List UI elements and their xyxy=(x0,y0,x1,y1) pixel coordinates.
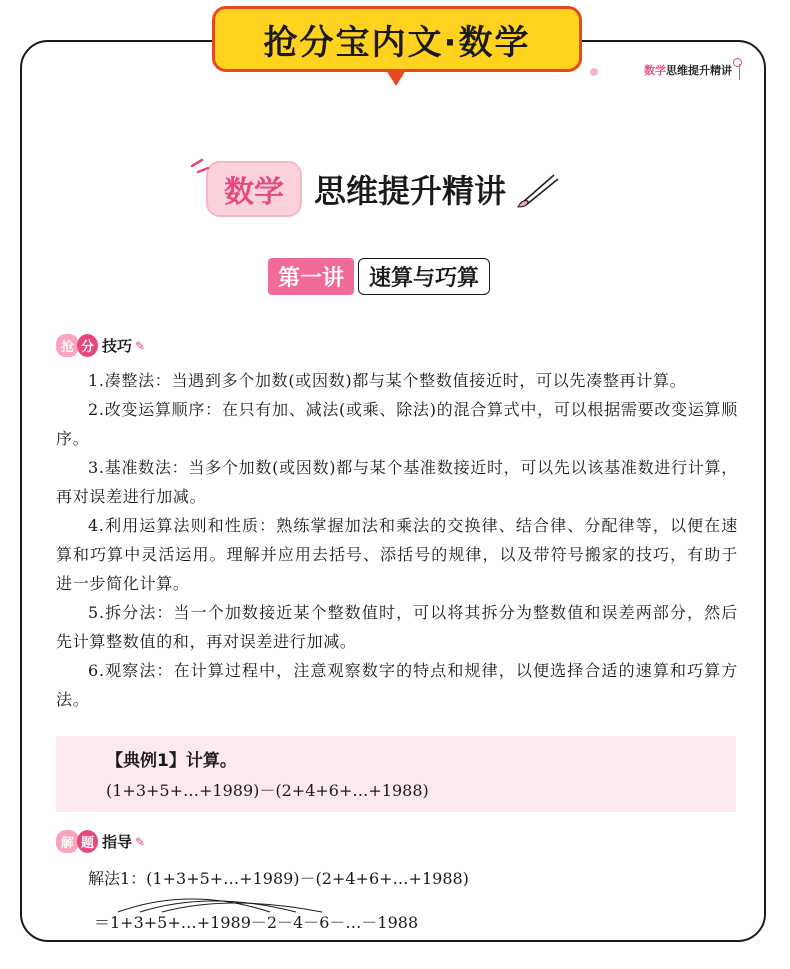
solution-line-1: 解法1：(1+3+5+…+1989)－(2+4+6+…+1988) xyxy=(88,869,469,888)
quill-icon: ✎ xyxy=(135,834,146,849)
lecture-number: 第一讲 xyxy=(268,258,354,295)
quill-icon: ✎ xyxy=(135,338,146,353)
header-tab xyxy=(212,6,582,72)
tips-tag-char1: 抢 xyxy=(56,334,79,357)
tips-body xyxy=(56,366,738,714)
corner-pin-line xyxy=(739,64,741,80)
tip-item: 3.基准数法：当多个加数(或因数)都与某个基准数接近时，可以先以该基准数进行计算，再对误差进行加减。 xyxy=(56,458,738,506)
corner-flower-icon xyxy=(590,68,598,76)
corner-label-pink: 数学 xyxy=(644,64,666,77)
tip-item: 6.观察法：在计算过程中，注意观察数字的特点和规律，以便选择合适的速算和巧算方法。 xyxy=(56,661,738,709)
section-title-text: 思维提升精讲 xyxy=(314,172,507,210)
guide-tag-word: 指导 xyxy=(102,833,133,851)
tips-tag-char2: 分 xyxy=(77,334,98,357)
tips-tag xyxy=(56,334,145,357)
guide-tag-char2: 题 xyxy=(77,830,98,853)
header-title: 抢分宝内文·数学 xyxy=(263,22,531,63)
header-pointer xyxy=(386,70,406,86)
lecture-heading xyxy=(268,258,490,295)
section-badge: 数学 xyxy=(206,161,302,217)
example-title: 【典例1】计算。 xyxy=(106,751,237,771)
solution-line-2: ＝1+3+5+…+1989－2－4－6－…－1988 xyxy=(94,913,419,932)
brush-icon xyxy=(514,169,562,209)
sparkle-icon xyxy=(188,152,214,174)
tip-item: 5.拆分法：当一个加数接近某个整数值时，可以将其拆分为整数值和误差两部分，然后先计算整数值的和，再对误差进行加减。 xyxy=(56,603,738,651)
section-title xyxy=(206,160,562,218)
lecture-name: 速算与巧算 xyxy=(358,258,490,295)
corner-label xyxy=(644,62,732,78)
corner-label-rest: 思维提升精讲 xyxy=(666,64,732,77)
guide-tag-char1: 解 xyxy=(56,830,79,853)
tip-item: 2.改变运算顺序：在只有加、减法(或乘、除法)的混合算式中，可以根据需要改变运算顺序。 xyxy=(56,400,738,448)
example-box xyxy=(56,736,736,812)
tips-tag-word: 技巧 xyxy=(102,337,133,355)
tip-item: 4.利用运算法则和性质：熟练掌握加法和乘法的交换律、结合律、分配律等，以便在速算和巧算中灵活运用。理解并应用去括号、添括号的规律，以及带符号搬家的技巧，有助于进一步简化计算。 xyxy=(56,516,738,593)
tip-item: 1.凑整法：当遇到多个加数(或因数)都与某个整数值接近时，可以先凑整再计算。 xyxy=(88,371,687,390)
guide-tag xyxy=(56,830,145,853)
example-expression: (1+3+5+…+1989)－(2+4+6+…+1988) xyxy=(106,781,429,800)
corner-pin-icon xyxy=(733,58,742,67)
